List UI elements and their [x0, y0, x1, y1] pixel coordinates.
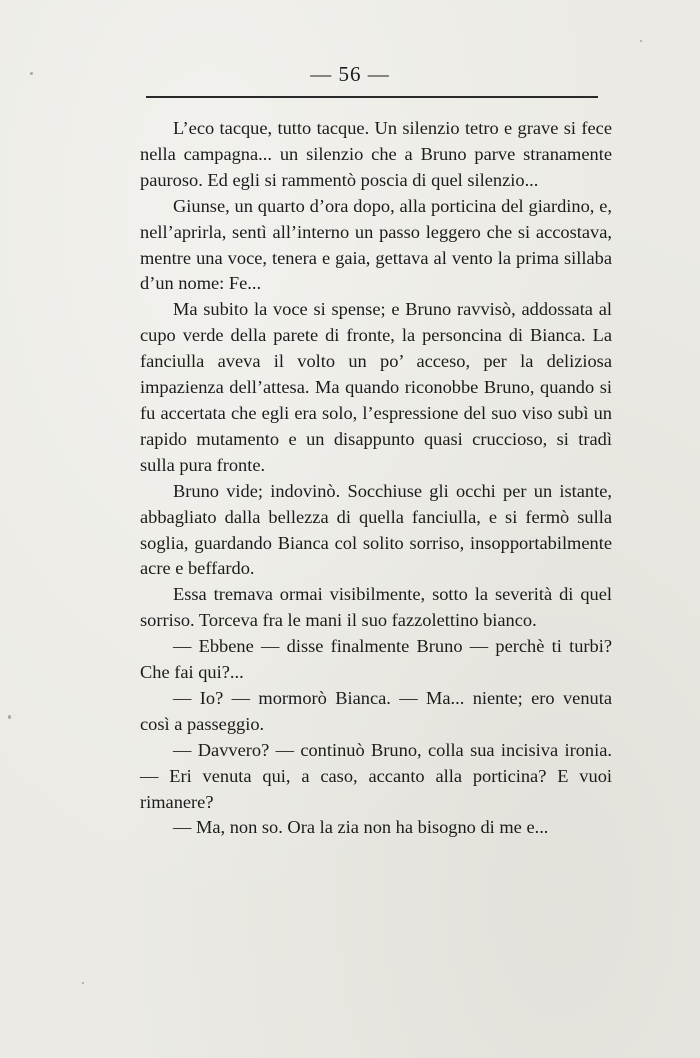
dialogue-line-2: — Io? — mormorò Bianca. — Ma... niente; ero venuta così a passeggio.	[140, 687, 612, 734]
dialogue-line-4: — Ma, non so. Ora la zia non ha bisogno di me e...	[173, 817, 549, 838]
header-rule	[146, 96, 598, 98]
paper-speck	[8, 715, 11, 719]
paragraph-1: L’eco tacque, tutto tacque. Un silenzio tetro e grave si fece nella campagna... un silenzio che a Bruno parve stranamente pauroso. Ed egli si rammentò poscia di quel silenzio...	[140, 118, 612, 190]
paragraph-3: Ma subito la voce si spense; e Bruno ravvisò, addossata al cupo verde della parete di fronte, la personcina di Bianca. La fanciulla aveva il volto un po’ acceso, per la deliziosa impazienza dell’attesa. Ma quando riconobbe Bruno, quando si fu accertata che egli era solo, l’espressione del suo viso subì un rapido mutamento e un disappunto quasi cruccioso, si tradì sulla pura fronte.	[140, 299, 612, 475]
dialogue-line-1: — Ebbene — disse finalmente Bruno — perchè ti turbi? Che fai qui?...	[140, 636, 612, 683]
paper-speck	[640, 40, 642, 42]
body-text	[140, 116, 612, 841]
paragraph-4: Bruno vide; indovinò. Socchiuse gli occhi per un istante, abbagliato dalla bellezza di quella fanciulla, e si fermò sulla soglia, guardando Bianca col solito sorriso, insopportabilmente acre e beffardo.	[140, 480, 612, 579]
paragraph-2: Giunse, un quarto d’ora dopo, alla porticina del giardino, e, nell’aprirla, sentì all’interno un passo leggero che si accostava, mentre una voce, tenera e gaia, gettava al vento la prima sillaba d’un nome: Fe...	[140, 195, 612, 294]
paper-speck	[30, 72, 33, 75]
paragraph-5: Essa tremava ormai visibilmente, sotto la severità di quel sorriso. Torceva fra le mani il suo fazzolettino bianco.	[140, 584, 612, 631]
paper-speck	[82, 982, 84, 984]
dialogue-line-3: — Davvero? — continuò Bruno, colla sua incisiva ironia. — Eri venuta qui, a caso, accanto alla porticina? E vuoi rimanere?	[140, 739, 612, 812]
page-number: — 56 —	[310, 62, 390, 86]
